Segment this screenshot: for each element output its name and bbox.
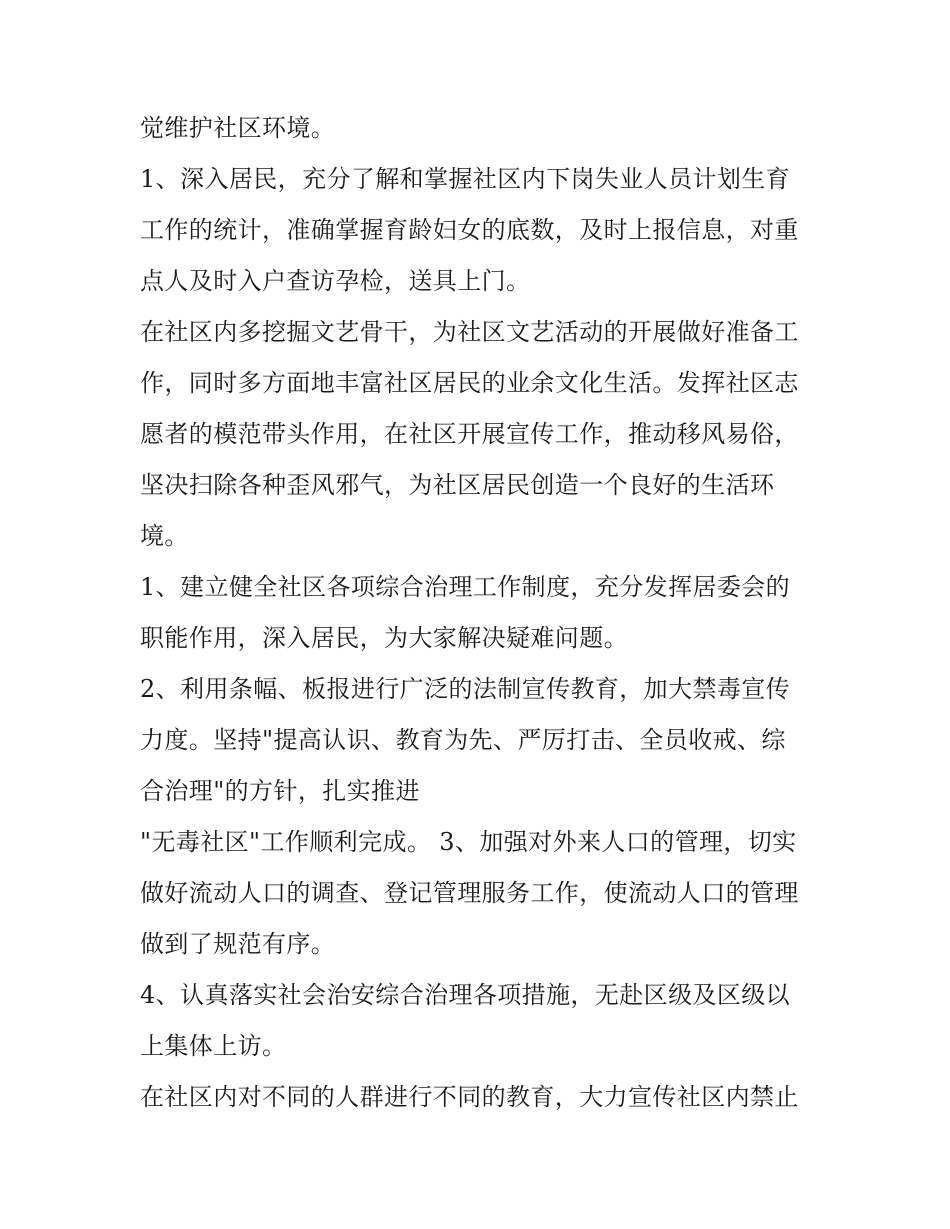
text-line: 在社区内对不同的人群进行不同的教育，大力宣传社区内禁止: [140, 1083, 799, 1111]
text-line: 点人及时入户查访孕检，送具上门。: [140, 267, 531, 295]
text-line: 做到了规范有序。: [140, 930, 336, 958]
text-line: 1、深入居民，充分了解和掌握社区内下岗失业人员计划生育: [140, 165, 791, 193]
text-line: 力度。坚持"提高认识、教育为先、严厉打击、全员收戒、综: [140, 726, 786, 754]
text-line: 上集体上访。: [140, 1032, 287, 1060]
text-line: 做好流动人口的调查、登记管理服务工作，使流动人口的管理: [140, 879, 799, 907]
text-line: 在社区内多挖掘文艺骨干，为社区文艺活动的开展做好准备工: [140, 318, 799, 346]
text-line: 2、利用条幅、板报进行广泛的法制宣传教育，加大禁毒宣传: [140, 675, 791, 703]
text-line: "无毒社区"工作顺利完成。 3、加强对外来人口的管理，切实: [140, 828, 797, 856]
text-line: 合治理"的方针，扎实推进: [140, 777, 420, 805]
document-body: [140, 103, 820, 1123]
text-line: 4、认真落实社会治安综合治理各项措施，无赴区级及区级以: [140, 981, 791, 1009]
text-line: 1、建立健全社区各项综合治理工作制度，充分发挥居委会的: [140, 573, 791, 601]
text-line: 愿者的模范带头作用，在社区开展宣传工作，推动移风易俗，: [140, 420, 799, 448]
text-line: 境。: [140, 522, 189, 550]
text-line: 觉维护社区环境。: [140, 114, 336, 142]
text-line: 职能作用，深入居民，为大家解决疑难问题。: [140, 624, 628, 652]
text-line: 作，同时多方面地丰富社区居民的业余文化生活。发挥社区志: [140, 369, 799, 397]
text-line: 坚决扫除各种歪风邪气，为社区居民创造一个良好的生活环: [140, 471, 775, 499]
text-line: 工作的统计，准确掌握育龄妇女的底数，及时上报信息，对重: [140, 216, 799, 244]
